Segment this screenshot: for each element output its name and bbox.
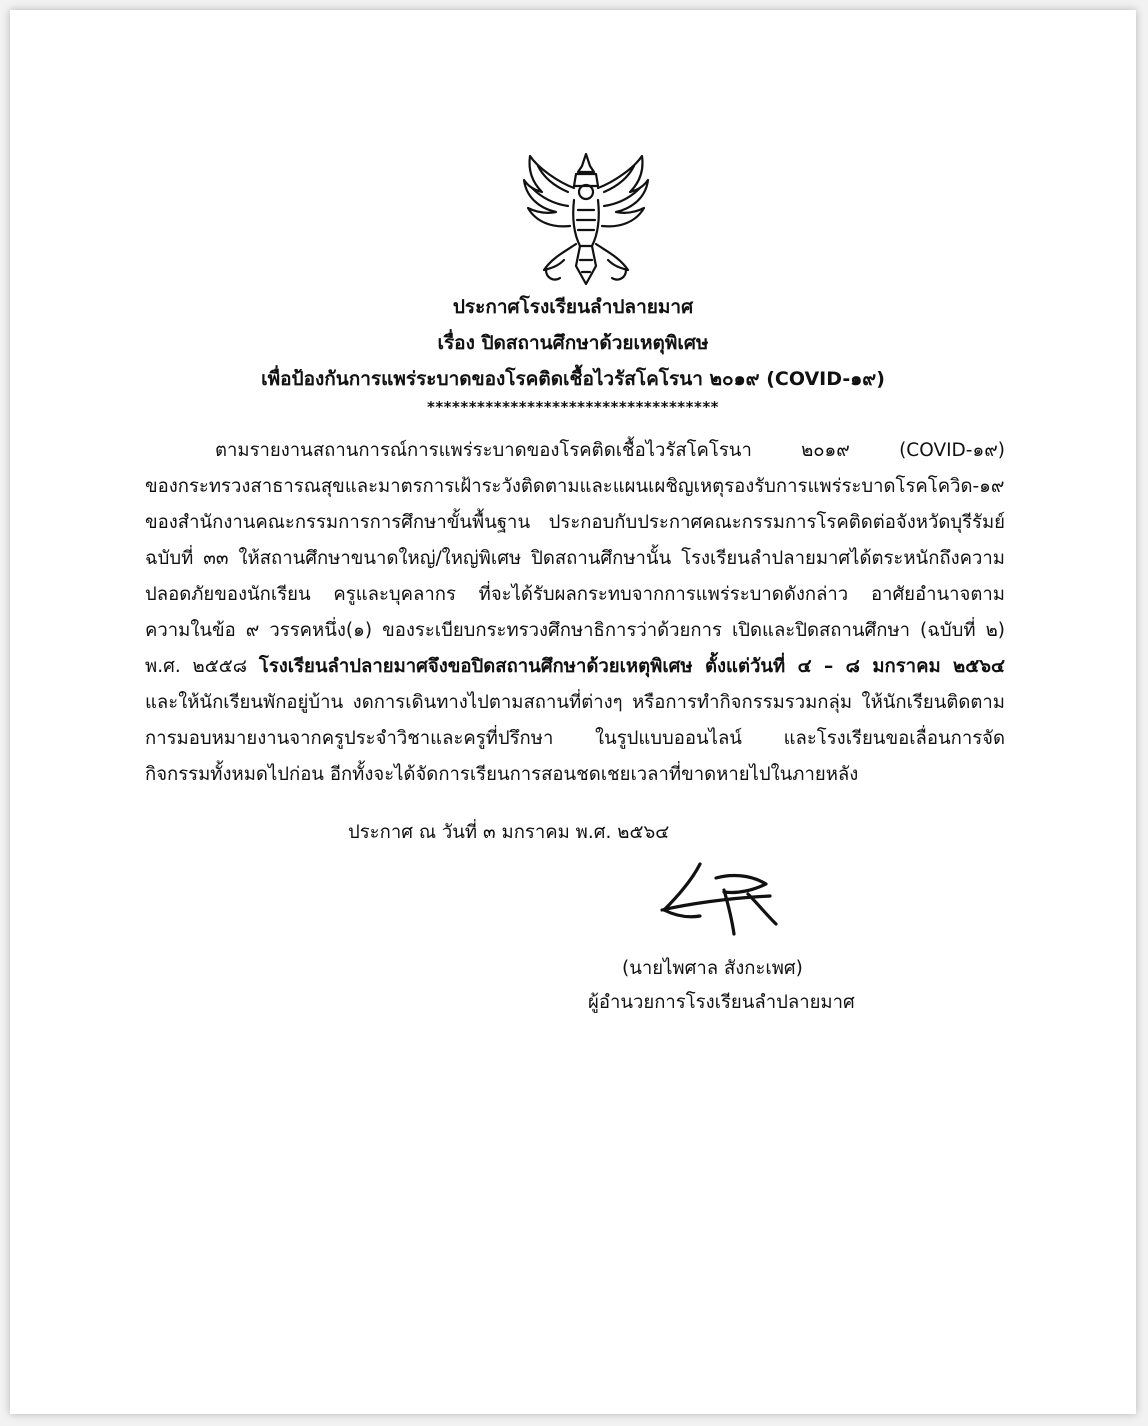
body-line-with-bold [145,652,1005,681]
body-line: ตามรายงานสถานการณ์การแพร่ระบาดของโรคติดเชื้อไวรัสโคโรนา ๒๐๑๙ (COVID-๑๙) [215,440,1005,461]
title-line-3: เพื่อป้องกันการแพร่ระบาดของโรคติดเชื้อไวรัสโคโรนา ๒๐๑๙ (COVID-๑๙) [261,368,885,390]
body-line: ของกระทรวงสาธารณสุขและมาตรการเฝ้าระวังติดตามและแผนเผชิญเหตุรองรับการแพร่ระบาดโรคโควิด-๑๙ [145,476,1005,497]
signer-name: (นายไพศาล สังกะเพศ) [622,958,803,979]
garuda-emblem-icon [518,148,654,292]
body-line: ฉบับที่ ๓๓ ให้สถานศึกษาขนาดใหญ่/ใหญ่พิเศษ ปิดสถานศึกษานั้น โรงเรียนลำปลายมาศได้ตระหนักถึงความ [145,548,1005,569]
body-line: การมอบหมายงานจากครูประจำวิชาและครูที่ปรึกษา ในรูปแบบออนไลน์ และโรงเรียนขอเลื่อนการจัด [145,728,1005,749]
announcement-page [10,10,1136,1414]
body-line: ของสำนักงานคณะกรรมการการศึกษาขั้นพื้นฐาน ประกอบกับประกาศคณะกรรมการโรคติดต่อจังหวัดบุรีรัมย์ [145,512,1005,533]
body-line: ความในข้อ ๙ วรรคหนึ่ง(๑) ของระเบียบกระทรวงศึกษาธิการว่าด้วยการ เปิดและปิดสถานศึกษา (ฉบับที่ ๒) [145,620,1005,641]
closure-notice-bold: โรงเรียนลำปลายมาศจึงขอปิดสถานศึกษาด้วยเหตุพิเศษ ตั้งแต่วันที่ ๔ – ๘ มกราคม ๒๕๖๔ [258,656,1005,677]
body-line: และให้นักเรียนพักอยู่บ้าน งดการเดินทางไปตามสถานที่ต่างๆ หรือการทำกิจกรรมรวมกลุ่ม ให้นักเรียนติดตาม [145,692,1005,713]
handwritten-signature [658,860,780,938]
announcement-date: ประกาศ ณ วันที่ ๓ มกราคม พ.ศ. ๒๕๖๔ [348,822,670,843]
title-line-2: เรื่อง ปิดสถานศึกษาด้วยเหตุพิเศษ [437,332,709,354]
body-text: พ.ศ. ๒๕๕๘ [145,656,248,677]
body-line: ปลอดภัยของนักเรียน ครูและบุคลากร ที่จะได้รับผลกระทบจากการแพร่ระบาดดังกล่าว อาศัยอำนาจตาม [145,584,1005,605]
title-line-1: ประกาศโรงเรียนลำปลายมาศ [452,296,694,318]
body-line: กิจกรรมทั้งหมดไปก่อน อีกทั้งจะได้จัดการเรียนการสอนชดเชยเวลาที่ขาดหายไปในภายหลัง [145,764,859,785]
separator: *********************************** [426,398,720,416]
signer-position: ผู้อำนวยการโรงเรียนลำปลายมาศ [588,992,855,1013]
